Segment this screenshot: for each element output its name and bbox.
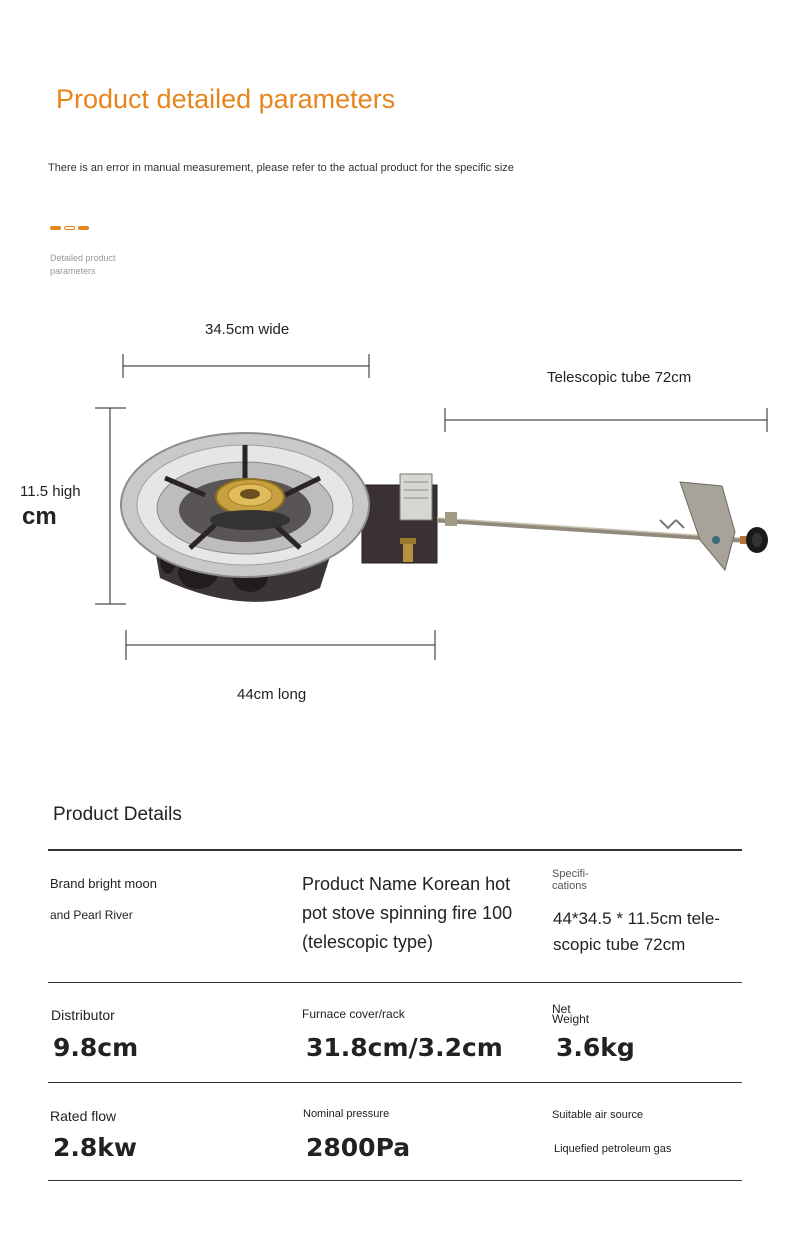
tube-dimension-line bbox=[445, 408, 767, 432]
width-label: 34.5cm wide bbox=[205, 321, 290, 338]
page-title: Product detailed parameters bbox=[56, 84, 396, 114]
furnace-cover-value: 31.8cm/3.2cm bbox=[306, 1033, 503, 1062]
specifications-label: Specifi- cations bbox=[552, 868, 589, 892]
net-weight-label-1: Net bbox=[552, 1002, 571, 1016]
section-label: Detailed product parameters bbox=[50, 253, 116, 276]
stove-illustration bbox=[121, 433, 768, 602]
net-weight-value: 3.6kg bbox=[556, 1033, 635, 1062]
furnace-cover-label: Furnace cover/rack bbox=[302, 1007, 405, 1021]
height-label: 11.5 high bbox=[20, 483, 81, 500]
brand-line-2: and Pearl River bbox=[50, 908, 133, 922]
length-dimension-line bbox=[126, 630, 435, 660]
air-source-value: Liquefied petroleum gas bbox=[554, 1143, 672, 1155]
decorative-dots bbox=[50, 226, 89, 230]
rated-flow-value: 2.8kw bbox=[53, 1133, 138, 1162]
stove-dimension-diagram bbox=[0, 300, 790, 700]
measurement-note: There is an error in manual measurement, please refer to the actual product for the specific size bbox=[48, 162, 514, 174]
details-top-divider bbox=[48, 849, 742, 851]
distributor-value: 9.8cm bbox=[53, 1033, 139, 1062]
width-dimension-line bbox=[123, 354, 369, 378]
rated-flow-label: Rated flow bbox=[50, 1108, 117, 1124]
length-label: 44cm long bbox=[237, 686, 307, 703]
row-divider-1 bbox=[48, 982, 742, 983]
air-source-label: Suitable air source bbox=[552, 1109, 644, 1121]
specifications-value: 44*34.5 * 11.5cm tele-scopic tube 72cm bbox=[553, 909, 720, 954]
nominal-pressure-label: Nominal pressure bbox=[303, 1108, 390, 1120]
nominal-pressure-value: 2800Pa bbox=[306, 1133, 411, 1162]
brand-line-1: Brand bright moon bbox=[50, 876, 157, 891]
net-weight-label-2: Weight bbox=[552, 1012, 590, 1026]
row-divider-2 bbox=[48, 1082, 742, 1083]
product-details-title: Product Details bbox=[53, 804, 182, 825]
distributor-label: Distributor bbox=[51, 1007, 115, 1023]
product-name: Product Name Korean hot pot stove spinning fire 100 (telescopic type) bbox=[302, 874, 513, 952]
tube-length-label: Telescopic tube 72cm bbox=[547, 369, 692, 386]
height-unit-label: cm bbox=[22, 503, 57, 530]
details-bottom-divider bbox=[48, 1180, 742, 1181]
